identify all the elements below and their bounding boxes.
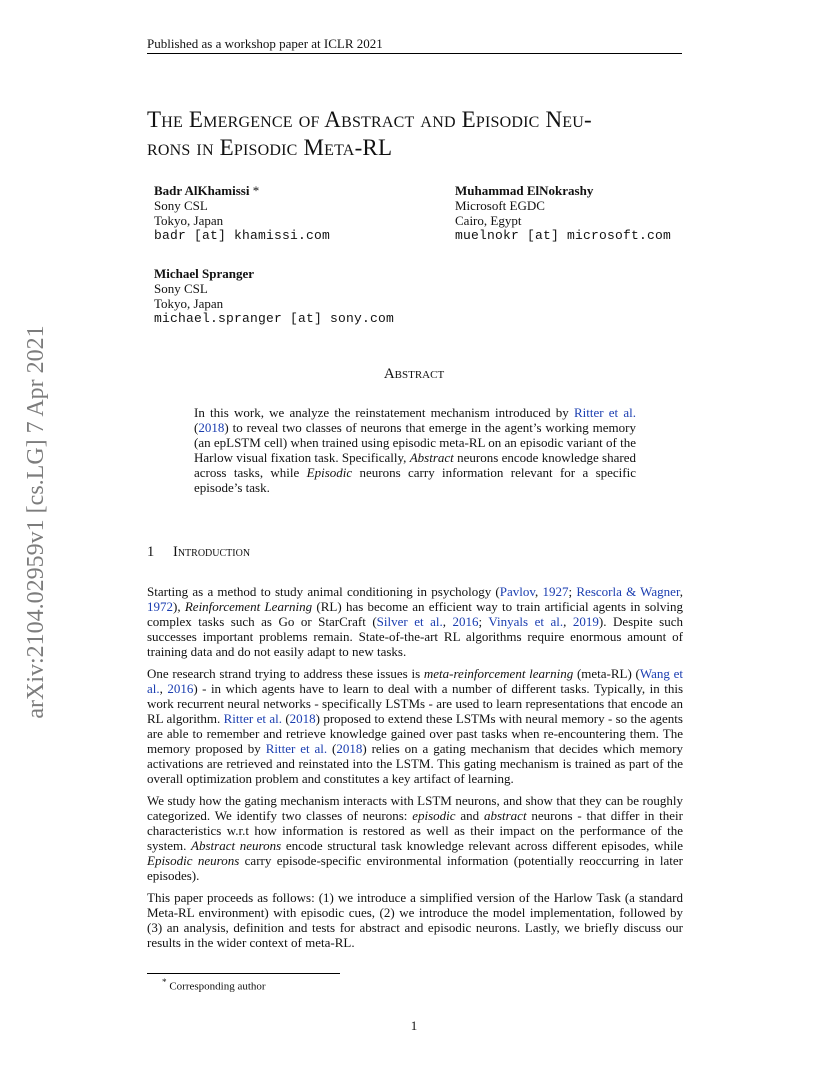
citation-link[interactable]: 2018 — [289, 711, 316, 726]
author-name: Michael Spranger — [154, 266, 255, 281]
citation-link[interactable]: 1927 — [542, 584, 569, 599]
emphasis: Reinforcement Learning — [184, 599, 313, 614]
footnote-rule — [147, 973, 340, 974]
author-location: Tokyo, Japan — [154, 296, 224, 311]
text-run: ) to reveal two classes of neurons that emerge in the agent’s working memory (an epLSTM cell) when trained using episodic meta-RL on an episodic variant of the Harlow visual fixation task. Specifically, — [194, 420, 636, 465]
emphasis: Episodic neurons — [147, 853, 240, 868]
author-name: Badr AlKhamissi — [154, 183, 250, 198]
intro-paragraph-4 — [147, 890, 683, 950]
citation-link[interactable]: 2016 — [452, 614, 479, 629]
citation-link[interactable]: Ritter et al. — [574, 405, 636, 420]
text-run: This paper proceeds as follows: (1) we introduce a simplified version of the Harlow Task (a standard Meta-RL environment) with episodic cues, (2) we introduce the model implementation, followed by (3) an analysis, definition and tests for abstract and episodic neurons. Lastly, we briefly discuss our results in the wider context of meta-RL. — [147, 890, 683, 950]
header-rule — [147, 53, 682, 54]
text-run: and — [455, 808, 484, 823]
text-run: neurons carry information relevant for a specific episode’s task. — [194, 465, 636, 495]
footnote-mark: * — [162, 977, 167, 987]
author-mark: * — [249, 183, 260, 198]
text-run: neurons encode knowledge shared across tasks, while — [194, 450, 636, 480]
emphasis: abstract — [483, 808, 527, 823]
title-line-2: rons in Episodic Meta-RL — [147, 135, 393, 160]
paper-title — [147, 106, 707, 162]
text-run: We study how the gating mechanism interacts with LSTM neurons, and show that they can be roughly categorized. We identify two classes of neurons: — [147, 793, 683, 823]
author-block-1 — [154, 183, 330, 243]
emphasis: Abstract neurons — [191, 838, 282, 853]
text-run: , — [563, 614, 573, 629]
title-line-1: The Emergence of Abstract and Episodic Neu- — [147, 107, 592, 132]
section-number: 1 — [147, 544, 155, 560]
citation-link[interactable]: 2019 — [572, 614, 599, 629]
author-location: Cairo, Egypt — [455, 213, 522, 228]
section-heading — [147, 544, 250, 561]
text-run: , — [159, 681, 168, 696]
citation-link[interactable]: Rescorla & Wagner — [576, 584, 680, 599]
author-affiliation: Sony CSL — [154, 281, 208, 296]
text-run: ), — [173, 599, 185, 614]
page-number: 1 — [410, 1018, 418, 1033]
citation-link[interactable]: 2016 — [167, 681, 194, 696]
text-run: carry episode-specific environmental information (potentially reoccurring in later episodes). — [147, 853, 683, 883]
text-run: ; — [568, 584, 577, 599]
text-run: ( — [194, 420, 199, 435]
intro-paragraph-1 — [147, 584, 683, 659]
author-affiliation: Sony CSL — [154, 198, 208, 213]
section-title: Introduction — [173, 544, 251, 560]
author-block-2 — [455, 183, 671, 243]
running-header: Published as a workshop paper at ICLR 2021 — [147, 36, 383, 51]
author-location: Tokyo, Japan — [154, 213, 224, 228]
emphasis: Episodic — [306, 465, 353, 480]
author-email: muelnokr [at] microsoft.com — [455, 228, 672, 243]
author-block-3 — [154, 266, 394, 326]
citation-link[interactable]: Pavlov — [499, 584, 536, 599]
text-run: ) proposed to extend these LSTMs with neural memory - so the agents are able to remember and retrieve knowledge gained over past tasks when re-encountering them. The memory proposed by — [147, 711, 683, 756]
citation-link[interactable]: Vinyals et al. — [488, 614, 564, 629]
citation-link[interactable]: Ritter et al. — [223, 711, 282, 726]
citation-link[interactable]: Wang et al. — [147, 666, 683, 696]
text-run: neurons - that differ in their characteristics w.r.t how information is restored as well as their impact on the performance of the system. — [147, 808, 683, 853]
text-run: , — [442, 614, 453, 629]
author-name: Muhammad ElNokrashy — [455, 183, 594, 198]
text-run: , — [535, 584, 543, 599]
text-run: ( — [281, 711, 290, 726]
text-run: ) relies on a gating mechanism that decides which memory activations are retrieved and reinstated into the LSTM. This gating mechanism is trained as part of the overall optimization problem and constitutes a key artifact of learning. — [147, 741, 683, 786]
text-run: , — [679, 584, 684, 599]
citation-link[interactable]: Silver et al. — [376, 614, 443, 629]
footnote — [162, 977, 266, 993]
text-run: ) - in which agents have to learn to deal with a number of different tasks. Typically, in this work recurrent neural networks - specifically LSTMs - are used to learn representations that encode an RL algorithm. — [147, 681, 684, 726]
author-affiliation: Microsoft EGDC — [455, 198, 545, 213]
text-run: ). Despite such successes important problems remain. State-of-the-art RL algorithms require enormous amount of training data and do not easily adapt to new tasks. — [147, 614, 683, 659]
abstract-heading: Abstract — [383, 366, 445, 382]
author-email: michael.spranger [at] sony.com — [154, 311, 395, 326]
text-run: Starting as a method to study animal conditioning in psychology ( — [147, 584, 500, 599]
text-run: One research strand trying to address these issues is — [147, 666, 424, 681]
citation-link[interactable]: 2018 — [336, 741, 363, 756]
footnote-text: Corresponding author — [169, 980, 266, 993]
abstract-text — [194, 405, 636, 495]
intro-paragraph-3 — [147, 793, 683, 883]
emphasis: meta-reinforcement learning — [423, 666, 574, 681]
text-run: (meta-RL) ( — [573, 666, 640, 681]
emphasis: Abstract — [409, 450, 454, 465]
author-email: badr [at] khamissi.com — [154, 228, 331, 243]
intro-paragraph-2 — [147, 666, 683, 786]
text-run: In this work, we analyze the reinstatement mechanism introduced by — [194, 405, 574, 420]
text-run: encode structural task knowledge relevant across different episodes, while — [281, 838, 683, 853]
citation-link[interactable]: Ritter et al. — [265, 741, 328, 756]
emphasis: episodic — [412, 808, 456, 823]
arxiv-stamp: arXiv:2104.02959v1 [cs.LG] 7 Apr 2021 — [23, 325, 49, 719]
text-run: (RL) has become an efficient way to train artificial agents in solving complex tasks such as Go or StarCraft ( — [147, 599, 683, 629]
citation-link[interactable]: 1972 — [147, 599, 173, 614]
citation-link[interactable]: 2018 — [198, 420, 225, 435]
text-run: ( — [327, 741, 337, 756]
text-run: ; — [478, 614, 489, 629]
